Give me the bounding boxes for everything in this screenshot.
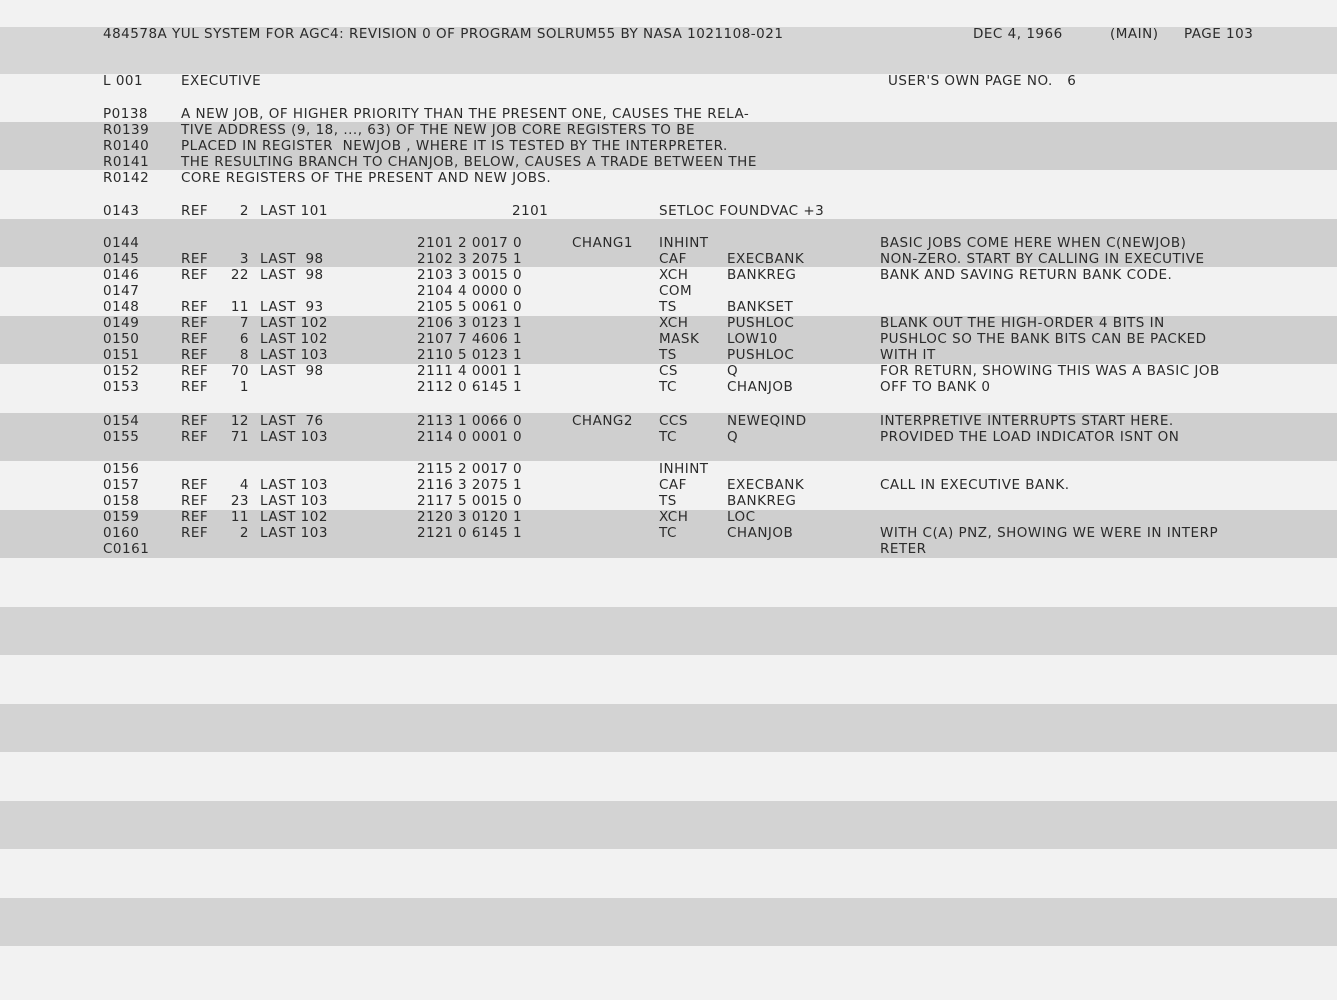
ref-label: REF: [181, 251, 209, 267]
last-ref: LAST 103: [260, 525, 328, 541]
seq-number: C0161: [103, 541, 150, 557]
address: 2102: [417, 251, 454, 267]
opcode: CAF: [659, 477, 687, 493]
machine-code: 3 2075 1: [458, 477, 523, 493]
ref-count: 11: [230, 509, 249, 525]
ref-label: REF: [181, 347, 209, 363]
seq-number: 0154: [103, 413, 140, 429]
address: 2105: [417, 299, 454, 315]
address: 2117: [417, 493, 454, 509]
machine-code: 7 4606 1: [458, 331, 523, 347]
last-ref: LAST 103: [260, 477, 328, 493]
seq-number: 0158: [103, 493, 140, 509]
opcode: SETLOC FOUNDVAC +3: [659, 203, 825, 219]
last-ref: LAST 98: [260, 267, 324, 283]
ref-label: REF: [181, 203, 209, 219]
opcode: XCH: [659, 315, 689, 331]
seq-number: 0151: [103, 347, 140, 363]
address: 2107: [417, 331, 454, 347]
last-ref: LAST 76: [260, 413, 324, 429]
remark-text: PLACED IN REGISTER NEWJOB , WHERE IT IS TESTED BY THE INTERPRETER.: [181, 138, 728, 154]
comment: BLANK OUT THE HIGH-ORDER 4 BITS IN: [880, 315, 1165, 331]
listing-row: [0, 267, 1337, 283]
paper-band: [0, 898, 1337, 946]
seq-number: 0147: [103, 283, 140, 299]
listing-row: [0, 363, 1337, 379]
machine-code: 5 0015 0: [458, 493, 523, 509]
comment: OFF TO BANK 0: [880, 379, 991, 395]
machine-code: 2 0017 0: [458, 461, 523, 477]
machine-code: 1 0066 0: [458, 413, 523, 429]
listing-row: [0, 541, 1337, 557]
machine-code: 5 0123 1: [458, 347, 523, 363]
listing-row: [0, 203, 1337, 219]
remark-text: TIVE ADDRESS (9, 18, ..., 63) OF THE NEW JOB CORE REGISTERS TO BE: [181, 122, 696, 138]
ref-count: 1: [239, 379, 249, 395]
listing-row: [0, 509, 1337, 525]
listing-row: [0, 331, 1337, 347]
subheader: [0, 73, 1337, 89]
address: 2103: [417, 267, 454, 283]
operand: BANKREG: [727, 493, 797, 509]
seq-number: 0153: [103, 379, 140, 395]
last-ref: LAST 103: [260, 493, 328, 509]
ref-label: REF: [181, 509, 209, 525]
ref-label: REF: [181, 299, 209, 315]
opcode: TS: [659, 493, 677, 509]
opcode: CS: [659, 363, 678, 379]
last-ref: LAST 98: [260, 251, 324, 267]
seq-number: R0141: [103, 154, 150, 170]
ref-count: 70: [230, 363, 249, 379]
remark-line: [0, 138, 1337, 154]
address: 2111: [417, 363, 454, 379]
last-ref: LAST 102: [260, 509, 328, 525]
address: 2110: [417, 347, 454, 363]
machine-code: 0 0001 0: [458, 429, 523, 445]
comment: BANK AND SAVING RETURN BANK CODE.: [880, 267, 1173, 283]
ref-count: 6: [239, 331, 249, 347]
opcode: TS: [659, 347, 677, 363]
seq-number: 0159: [103, 509, 140, 525]
code-label: CHANG2: [572, 413, 633, 429]
seq-number: 0150: [103, 331, 140, 347]
listing-row: [0, 235, 1337, 251]
page-header: [0, 26, 1337, 42]
ref-label: REF: [181, 525, 209, 541]
address: 2101: [417, 235, 454, 251]
machine-code: 3 0015 0: [458, 267, 523, 283]
remark-line: [0, 106, 1337, 122]
address: 2115: [417, 461, 454, 477]
machine-code: 4 0000 0: [458, 283, 523, 299]
seq-number: 0156: [103, 461, 140, 477]
ref-label: REF: [181, 429, 209, 445]
ref-label: REF: [181, 413, 209, 429]
ref-count: 11: [230, 299, 249, 315]
listing-row: [0, 493, 1337, 509]
ref-label: REF: [181, 493, 209, 509]
seq-number: P0138: [103, 106, 148, 122]
ref-count: 2: [239, 525, 249, 541]
seq-number: 0148: [103, 299, 140, 315]
comment: FOR RETURN, SHOWING THIS WAS A BASIC JOB: [880, 363, 1220, 379]
last-ref: LAST 93: [260, 299, 324, 315]
seq-number: 0157: [103, 477, 140, 493]
last-ref: LAST 103: [260, 429, 328, 445]
remark-line: [0, 170, 1337, 186]
operand: EXECBANK: [727, 477, 805, 493]
opcode: CAF: [659, 251, 687, 267]
address: 2101: [512, 203, 549, 219]
last-ref: LAST 101: [260, 203, 328, 219]
ref-count: 4: [239, 477, 249, 493]
machine-code: 0 6145 1: [458, 379, 523, 395]
remark-text: A NEW JOB, OF HIGHER PRIORITY THAN THE PRESENT ONE, CAUSES THE RELA-: [181, 106, 750, 122]
ref-count: 71: [230, 429, 249, 445]
operand: CHANJOB: [727, 379, 794, 395]
paper-band: [0, 704, 1337, 752]
comment: RETER: [880, 541, 927, 557]
opcode: TC: [659, 429, 677, 445]
operand: Q: [727, 363, 739, 379]
ref-label: REF: [181, 477, 209, 493]
listing-row: [0, 251, 1337, 267]
ref-label: REF: [181, 267, 209, 283]
operand: PUSHLOC: [727, 315, 795, 331]
machine-code: 3 0120 1: [458, 509, 523, 525]
ref-label: REF: [181, 379, 209, 395]
listing-row: [0, 379, 1337, 395]
opcode: CCS: [659, 413, 688, 429]
operand: PUSHLOC: [727, 347, 795, 363]
ref-label: REF: [181, 363, 209, 379]
machine-code: 5 0061 0: [458, 299, 523, 315]
listing-row: [0, 299, 1337, 315]
ref-count: 12: [230, 413, 249, 429]
comment: INTERPRETIVE INTERRUPTS START HERE.: [880, 413, 1174, 429]
remark-line: [0, 154, 1337, 170]
opcode: MASK: [659, 331, 700, 347]
address: 2120: [417, 509, 454, 525]
header-title: 484578A YUL SYSTEM FOR AGC4: REVISION 0 OF PROGRAM SOLRUM55 BY NASA 1021108-021: [103, 26, 784, 42]
seq-number: R0142: [103, 170, 150, 186]
ref-label: REF: [181, 331, 209, 347]
header-section: (MAIN): [1110, 26, 1159, 42]
code-label: CHANG1: [572, 235, 633, 251]
operand: BANKSET: [727, 299, 794, 315]
opcode: TS: [659, 299, 677, 315]
address: 2116: [417, 477, 454, 493]
seq-number: 0152: [103, 363, 140, 379]
comment: CALL IN EXECUTIVE BANK.: [880, 477, 1070, 493]
seq-number: R0139: [103, 122, 150, 138]
seq-number: 0160: [103, 525, 140, 541]
opcode: COM: [659, 283, 693, 299]
opcode: TC: [659, 525, 677, 541]
listing-row: [0, 347, 1337, 363]
user-page-number: USER'S OWN PAGE NO. 6: [888, 73, 1077, 89]
address: 2106: [417, 315, 454, 331]
seq-number: 0144: [103, 235, 140, 251]
operand: LOW10: [727, 331, 778, 347]
comment: NON-ZERO. START BY CALLING IN EXECUTIVE: [880, 251, 1205, 267]
ref-label: REF: [181, 315, 209, 331]
operand: CHANJOB: [727, 525, 794, 541]
remark-line: [0, 122, 1337, 138]
machine-code: 2 0017 0: [458, 235, 523, 251]
opcode: INHINT: [659, 461, 709, 477]
opcode: TC: [659, 379, 677, 395]
last-ref: LAST 102: [260, 315, 328, 331]
comment: PUSHLOC SO THE BANK BITS CAN BE PACKED: [880, 331, 1207, 347]
machine-code: 3 2075 1: [458, 251, 523, 267]
machine-code: 0 6145 1: [458, 525, 523, 541]
listing-row: [0, 525, 1337, 541]
last-ref: LAST 98: [260, 363, 324, 379]
opcode: XCH: [659, 267, 689, 283]
seq-number: 0145: [103, 251, 140, 267]
log-section-title: EXECUTIVE: [181, 73, 262, 89]
address: 2114: [417, 429, 454, 445]
header-date: DEC 4, 1966: [973, 26, 1063, 42]
address: 2121: [417, 525, 454, 541]
seq-number: 0143: [103, 203, 140, 219]
remark-text: CORE REGISTERS OF THE PRESENT AND NEW JOBS.: [181, 170, 552, 186]
seq-number: 0149: [103, 315, 140, 331]
seq-number: 0155: [103, 429, 140, 445]
seq-number: 0146: [103, 267, 140, 283]
ref-count: 3: [239, 251, 249, 267]
comment: WITH C(A) PNZ, SHOWING WE WERE IN INTERP: [880, 525, 1219, 541]
listing-row: [0, 413, 1337, 429]
listing-row: [0, 429, 1337, 445]
address: 2113: [417, 413, 454, 429]
address: 2112: [417, 379, 454, 395]
listing-row: [0, 315, 1337, 331]
listing-row: [0, 461, 1337, 477]
machine-code: 3 0123 1: [458, 315, 523, 331]
operand: Q: [727, 429, 739, 445]
log-number: L 001: [103, 73, 144, 89]
operand: EXECBANK: [727, 251, 805, 267]
paper-band: [0, 801, 1337, 849]
listing-row: [0, 477, 1337, 493]
ref-count: 7: [239, 315, 249, 331]
ref-count: 23: [230, 493, 249, 509]
last-ref: LAST 103: [260, 347, 328, 363]
operand: NEWEQIND: [727, 413, 807, 429]
ref-count: 2: [239, 203, 249, 219]
comment: WITH IT: [880, 347, 936, 363]
paper-band: [0, 607, 1337, 655]
address: 2104: [417, 283, 454, 299]
comment: BASIC JOBS COME HERE WHEN C(NEWJOB): [880, 235, 1187, 251]
header-page-number: PAGE 103: [1184, 26, 1254, 42]
operand: LOC: [727, 509, 756, 525]
opcode: XCH: [659, 509, 689, 525]
last-ref: LAST 102: [260, 331, 328, 347]
listing-row: [0, 283, 1337, 299]
seq-number: R0140: [103, 138, 150, 154]
ref-count: 22: [230, 267, 249, 283]
operand: BANKREG: [727, 267, 797, 283]
comment: PROVIDED THE LOAD INDICATOR ISNT ON: [880, 429, 1180, 445]
opcode: INHINT: [659, 235, 709, 251]
remark-text: THE RESULTING BRANCH TO CHANJOB, BELOW, CAUSES A TRADE BETWEEN THE: [181, 154, 757, 170]
ref-count: 8: [239, 347, 249, 363]
machine-code: 4 0001 1: [458, 363, 523, 379]
